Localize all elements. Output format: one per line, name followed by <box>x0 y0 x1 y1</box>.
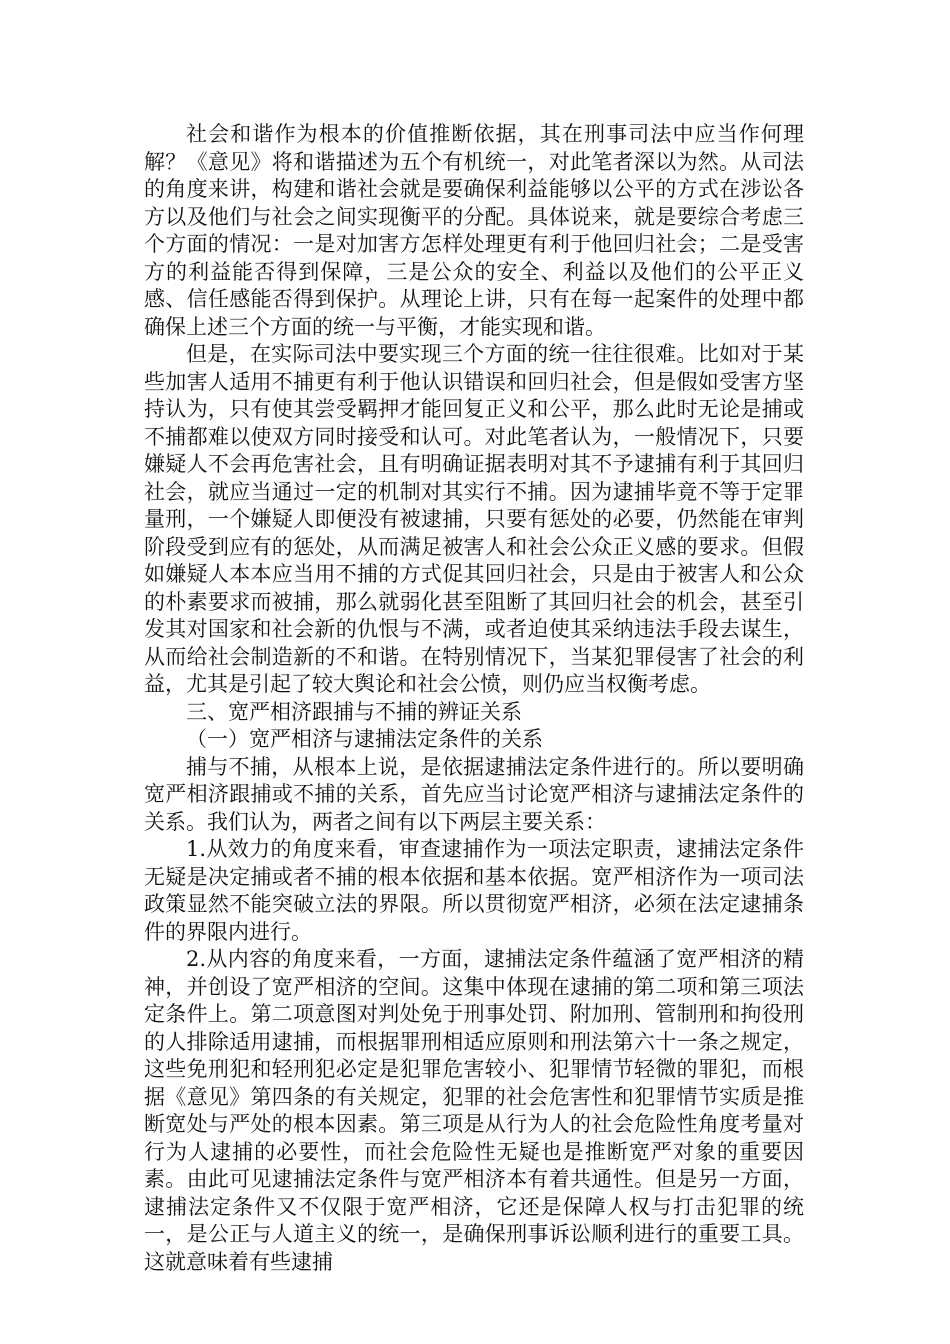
paragraph-practical-difficulty: 但是，在实际司法中要实现三个方面的统一往往很难。比如对于某些加害人适用不捕更有利于他认识错误和回归社会，但是假如受害方坚持认为，只有使其尝受羁押才能回复正义和公平，那么此时无论是捕或不捕都难以使双方同时接受和认可。对此笔者认为，一般情况下，只要嫌疑人不会再危害社会，且有明确证据表明对其不予逮捕有利于其回归社会，就应当通过一定的机制对其实行不捕。因为逮捕毕竟不等于定罪量刑，一个嫌疑人即便没有被逮捕，只要有惩处的必要，仍然能在审判阶段受到应有的惩处，从而满足被害人和社会公众正义感的要求。但假如嫌疑人本本应当用不捕的方式促其回归社会，只是由于被害人和公众的朴素要求而被捕，那么就弱化甚至阻断了其回归社会的机会，甚至引发其对国家和社会新的仇恨与不满，或者迫使其采纳违法手段去谋生，从而给社会制造新的不和谐。在特别情况下，当某犯罪侵害了社会的利益，尤其是引起了较大舆论和社会公愤，则仍应当权衡考虑。 <box>144 342 804 696</box>
subsection-heading-1: （一）宽严相济与逮捕法定条件的关系 <box>186 727 543 751</box>
section-heading-3: 三、宽严相济跟捕与不捕的辨证关系 <box>186 699 522 724</box>
paragraph-point-1: 1.从效力的角度来看，审查逮捕作为一项法定职责，逮捕法定条件无疑是决定捕或者不捕的根本依据和基本依据。宽严相济作为一项司法政策显然不能突破立法的界限。所以贯彻宽严相济，必须在法定逮捕条件的界限内进行。 <box>144 837 804 944</box>
document-body <box>144 121 804 1276</box>
paragraph-arrest-conditions-intro: 捕与不捕，从根本上说，是依据逮捕法定条件进行的。所以要明确宽严相济跟捕或不捕的关系，首先应当讨论宽严相济与逮捕法定条件的关系。我们认为，两者之间有以下两层主要关系： <box>144 754 804 834</box>
paragraph-social-harmony: 社会和谐作为根本的价值推断依据，其在刑事司法中应当作何理解？《意见》将和谐描述为五个有机统一，对此笔者深以为然。从司法的角度来讲，构建和谐社会就是要确保利益能够以公平的方式在涉讼各方以及他们与社会之间实现衡平的分配。具体说来，就是要综合考虑三个方面的情况：一是对加害方怎样处理更有利于他回归社会；二是受害方的利益能否得到保障，三是公众的安全、利益以及他们的公平正义感、信任感能否得到保护。从理论上讲，只有在每一起案件的处理中都确保上述三个方面的统一与平衡，才能实现和谐。 <box>144 122 804 339</box>
paragraph-point-2: 2.从内容的角度来看，一方面，逮捕法定条件蕴涵了宽严相济的精神，并创设了宽严相济的空间。这集中体现在逮捕的第二项和第三项法定条件上。第二项意图对判处免于刑事处罚、附加刑、管制刑和拘役刑的人排除适用逮捕，而根据罪刑相适应原则和刑法第六十一条之规定，这些免刑犯和轻刑犯必定是犯罪危害较小、犯罪情节轻微的罪犯，而根据《意见》第四条的有关规定，犯罪的社会危害性和犯罪情节实质是推断宽处与严处的根本因素。第三项是从行为人的社会危险性角度考量对行为人逮捕的必要性，而社会危险性无疑也是推断宽严对象的重要因素。由此可见逮捕法定条件与宽严相济本有着共通性。但是另一方面，逮捕法定条件又不仅限于宽严相济，它还是保障人权与打击犯罪的统一，是公正与人道主义的统一，是确保刑事诉讼顺利进行的重要工具。这就意味着有些逮捕 <box>144 947 804 1274</box>
